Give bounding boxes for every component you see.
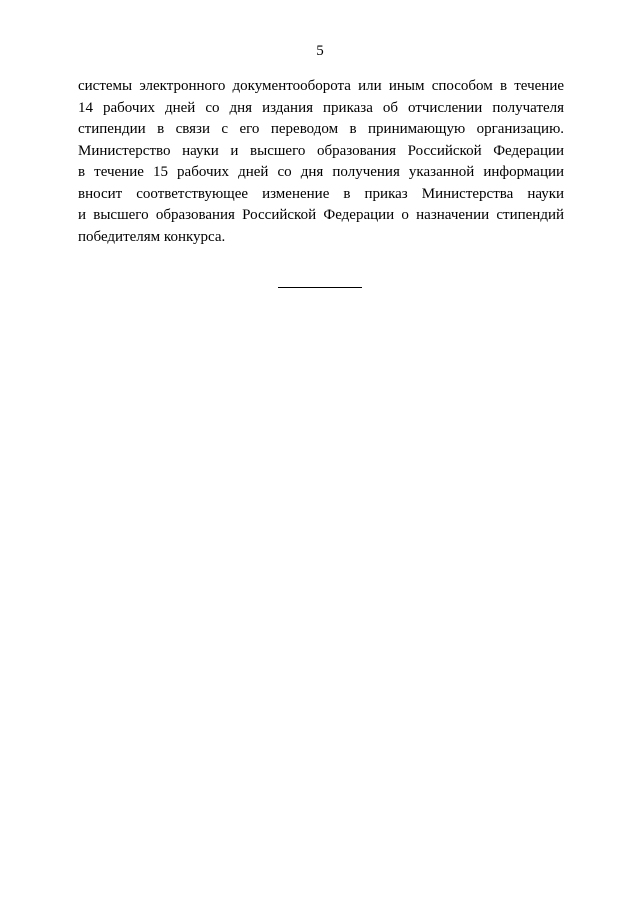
body-paragraph [78,76,564,248]
paragraph-line: победителям конкурса. [78,228,226,245]
paragraph-line: и высшего образования Российской Федерации о назначении стипендий [78,207,565,223]
paragraph-line: Министерство науки и высшего образования Российской Федерации [78,142,565,159]
paragraph-line: в течение 15 рабочих дней со дня получения указанной информации [78,164,565,180]
end-of-document-rule [278,287,362,288]
paragraph-line: 14 рабочих дней со дня издания приказа об отчислении получателя [78,99,565,116]
page-number: 5 [316,43,324,59]
paragraph-line: вносит соответствующее изменение в приказ Министерства науки [78,185,565,202]
paragraph-line: стипендии в связи с его переводом в принимающую организацию. [78,121,565,137]
paragraph-line: системы электронного документооборота или иным способом в течение [78,78,565,94]
